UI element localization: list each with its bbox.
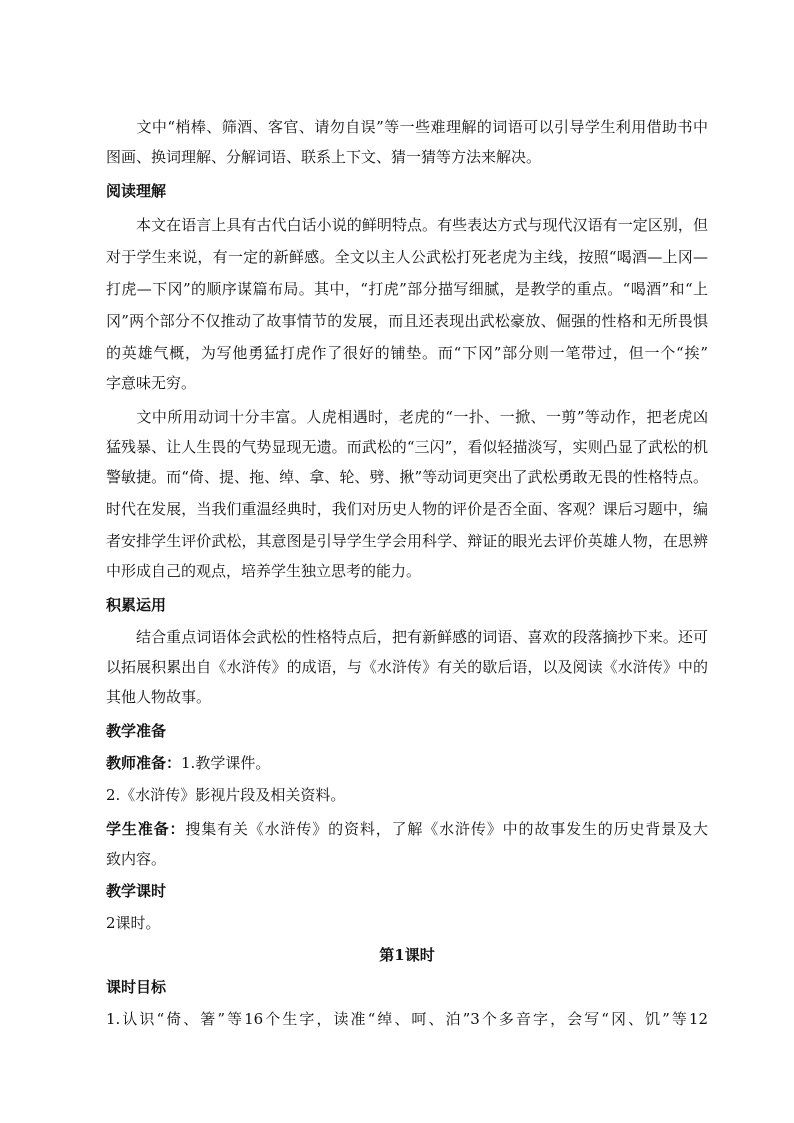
teacher-prep-label: 教师准备： xyxy=(106,754,182,772)
student-prep-line-1 xyxy=(106,814,708,844)
para-difficult-words-line-1 xyxy=(106,112,708,142)
heading-accumulate: 积累运用 xyxy=(106,596,167,614)
lesson-hours-value: 2课时。 xyxy=(106,914,161,932)
teacher-prep-item-2: 2.《水浒传》影视片段及相关资料。 xyxy=(106,786,346,804)
para-reading-line-3: 打虎—下冈”的顺序谋篇布局。其中，“打虎”部分描写细腻，是教学的重点。“喝酒”和“上 xyxy=(106,280,708,298)
para-verbs-line-5: 者安排学生评价武松，其意图是引导学生学会用科学、辩证的眼光去评价英雄人物，在思辨 xyxy=(106,532,708,550)
para-verbs-line-6: 中形成自己的观点，培养学生独立思考的能力。 xyxy=(106,562,422,580)
para-reading-line-4: 冈”两个部分不仅推动了故事情节的发展，而且还表现出武松豪放、倔强的性格和无所畏惧 xyxy=(106,312,708,330)
heading-lesson-goals: 课时目标 xyxy=(106,978,167,996)
teacher-prep-line xyxy=(106,748,708,778)
student-prep-text: 搜集有关《水浒传》的资料，了解《水浒传》中的故事发生的历史背景及大 xyxy=(185,820,708,838)
para-difficult-words-line-2: 图画、换词理解、分解词语、联系上下文、猜一猜等方法来解决。 xyxy=(106,148,542,166)
para-text: 本文在语言上具有古代白话小说的鲜明特点。有些表达方式与现代汉语有一定区别，但 xyxy=(136,216,708,234)
para-reading-line-5: 的英雄气概，为写他勇猛打虎作了很好的铺垫。而“下冈”部分则一笔带过，但一个“挨” xyxy=(106,344,708,362)
para-verbs-line-4: 时代在发展，当我们重温经典时，我们对历史人物的评价是否全面、客观？课后习题中，编 xyxy=(106,500,708,518)
para-text: 文中所用动词十分丰富。人虎相遇时，老虎的“一扑、一掀、一剪”等动作，把老虎凶 xyxy=(136,408,708,426)
para-verbs-line-3: 警敏捷。而“倚、提、拖、绰、拿、轮、劈、揪”等动词更突出了武松勇敢无畏的性格特点。 xyxy=(106,468,708,486)
student-prep-line-2: 致内容。 xyxy=(106,850,167,868)
para-text: 文中“梢棒、筛酒、客官、请勿自误”等一些难理解的词语可以引导学生利用借助书中 xyxy=(136,118,708,136)
para-reading-line-2: 对于学生来说，有一定的新鲜感。全文以主人公武松打死老虎为主线，按照“喝酒—上冈— xyxy=(106,248,708,266)
para-reading-line-6: 字意味无穷。 xyxy=(106,374,197,392)
heading-lesson-hours: 教学课时 xyxy=(106,882,167,900)
para-verbs-line-1 xyxy=(106,402,708,432)
para-reading-line-1 xyxy=(106,210,708,240)
para-accumulate-line-1 xyxy=(106,622,708,652)
para-verbs-line-2: 猛残暴、让人生畏的气势显现无遗。而武松的“三闪”，看似轻描淡写，实则凸显了武松的机 xyxy=(106,438,708,456)
heading-preparation: 教学准备 xyxy=(106,722,167,740)
heading-reading: 阅读理解 xyxy=(106,182,167,200)
para-text: 结合重点词语体会武松的性格特点后，把有新鲜感的词语、喜欢的段落摘抄下来。还可 xyxy=(136,628,708,646)
heading-lesson-1: 第1课时 xyxy=(379,946,435,964)
student-prep-label: 学生准备： xyxy=(106,820,186,838)
lesson-goal-1: 1.认识“倚、箸”等16个生字，读准“绰、呵、泊”3个多音字，会写“冈、饥”等12 xyxy=(106,1010,708,1028)
para-accumulate-line-3: 其他人物故事。 xyxy=(106,688,212,706)
para-accumulate-line-2: 以拓展积累出自《水浒传》的成语，与《水浒传》有关的歇后语，以及阅读《水浒传》中的 xyxy=(106,658,708,676)
teacher-prep-item-1: 1.教学课件。 xyxy=(181,754,271,772)
